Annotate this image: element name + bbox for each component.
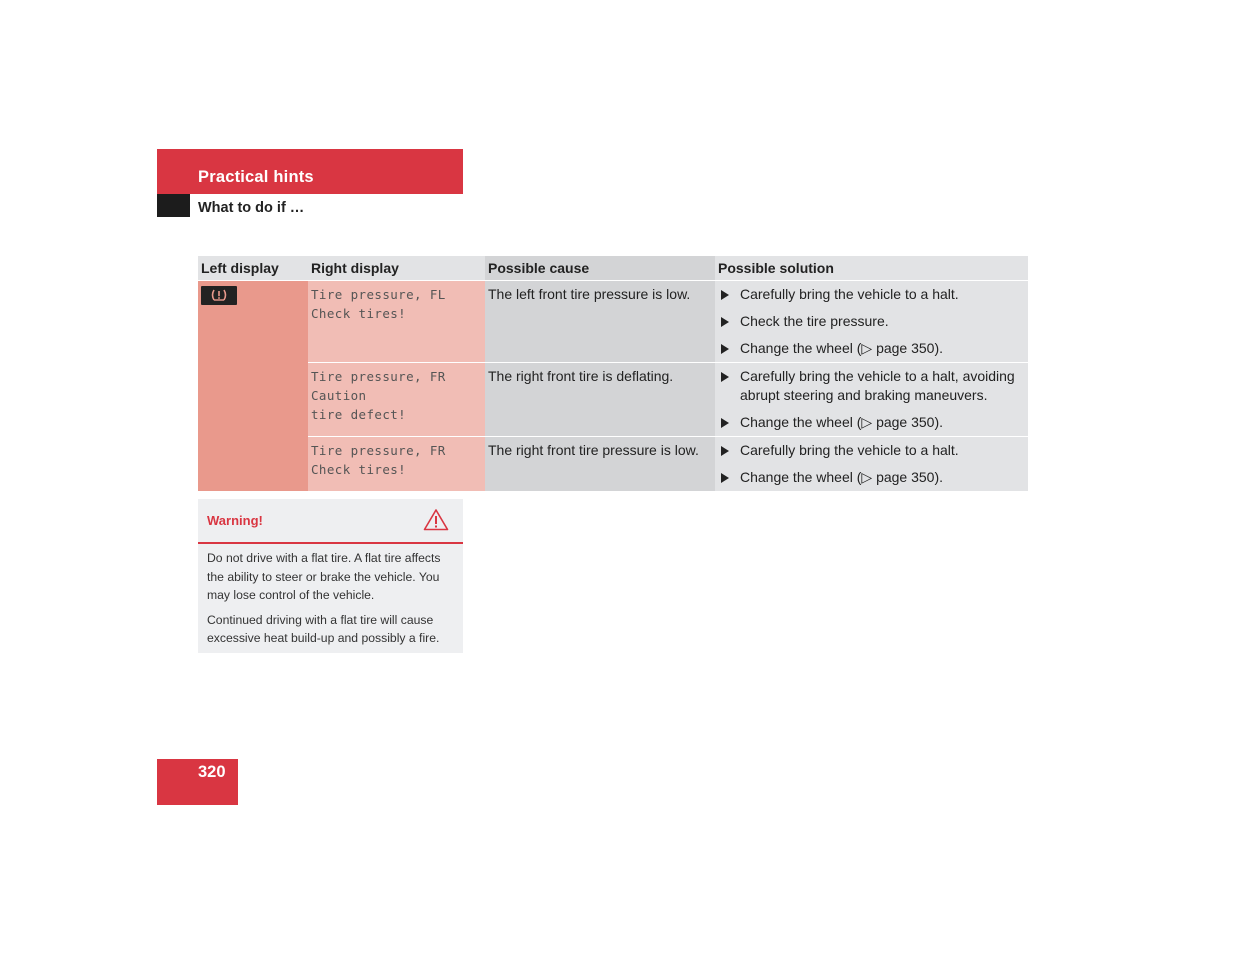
table-row (198, 281, 1028, 363)
solution-text: Carefully bring the vehicle to a halt, avoiding abrupt steering and braking maneuvers. (740, 368, 1015, 403)
warning-body (198, 544, 463, 648)
solution-step (718, 312, 1025, 331)
display-message-line: Tire pressure, FR (311, 443, 446, 458)
right-display-cell (308, 363, 485, 437)
warning-paragraph: Do not drive with a flat tire. A flat tire affects the ability to steer or brake the vehicle. You may lose control of the vehicle. (207, 551, 441, 602)
warning-header (198, 499, 463, 544)
table-row (198, 363, 1028, 437)
bullet-arrow-icon (721, 418, 729, 428)
warning-triangle-icon (423, 508, 449, 536)
left-display-cell (198, 281, 308, 492)
page-number: 320 (198, 763, 226, 781)
solution-step (718, 339, 1025, 358)
bullet-arrow-icon (721, 317, 729, 327)
solution-step (718, 285, 1025, 304)
solution-text: Carefully bring the vehicle to a halt. (740, 442, 959, 458)
column-header-right-display: Right display (308, 256, 485, 281)
solution-text: Check the tire pressure. (740, 313, 889, 329)
display-message-line: tire defect! (311, 407, 407, 422)
subsection-marker (157, 194, 190, 217)
solution-cell (715, 363, 1028, 437)
solution-step (718, 468, 1025, 487)
subsection-title: What to do if … (198, 200, 305, 216)
column-header-possible-cause: Possible cause (485, 256, 715, 281)
bullet-arrow-icon (721, 344, 729, 354)
warning-title: Warning! (207, 513, 263, 528)
table-row (198, 437, 1028, 492)
warning-box (198, 499, 463, 653)
section-title: Practical hints (198, 168, 314, 186)
cause-cell: The right front tire is deflating. (485, 363, 715, 437)
solution-text: Change the wheel (▷ page 350). (740, 340, 944, 356)
bullet-arrow-icon (721, 290, 729, 300)
cause-cell: The left front tire pressure is low. (485, 281, 715, 363)
solution-step (718, 413, 1025, 432)
column-header-possible-solution: Possible solution (715, 256, 1028, 281)
display-message-line: Check tires! (311, 462, 407, 477)
solution-text: Change the wheel (▷ page 350). (740, 469, 944, 485)
cause-cell: The right front tire pressure is low. (485, 437, 715, 492)
display-message-line: Caution (311, 388, 367, 403)
display-message-line: Tire pressure, FR (311, 369, 446, 384)
solution-cell (715, 281, 1028, 363)
solution-step (718, 367, 1025, 405)
table-header-row (198, 256, 1028, 281)
solution-text: Carefully bring the vehicle to a halt. (740, 286, 959, 302)
warning-paragraph: Continued driving with a flat tire will cause excessive heat build-up and possibly a fire. (207, 612, 440, 645)
solution-text: Change the wheel (▷ page 350). (740, 414, 944, 430)
right-display-cell (308, 281, 485, 363)
bullet-arrow-icon (721, 446, 729, 456)
fault-table (198, 256, 1028, 491)
display-message-line: Tire pressure, FL (311, 287, 446, 302)
solution-step (718, 441, 1025, 460)
solution-cell (715, 437, 1028, 492)
right-display-cell (308, 437, 485, 492)
column-header-left-display: Left display (198, 256, 308, 281)
bullet-arrow-icon (721, 372, 729, 382)
tire-pressure-warning-icon (201, 286, 237, 305)
display-message-line: Check tires! (311, 306, 407, 321)
bullet-arrow-icon (721, 473, 729, 483)
